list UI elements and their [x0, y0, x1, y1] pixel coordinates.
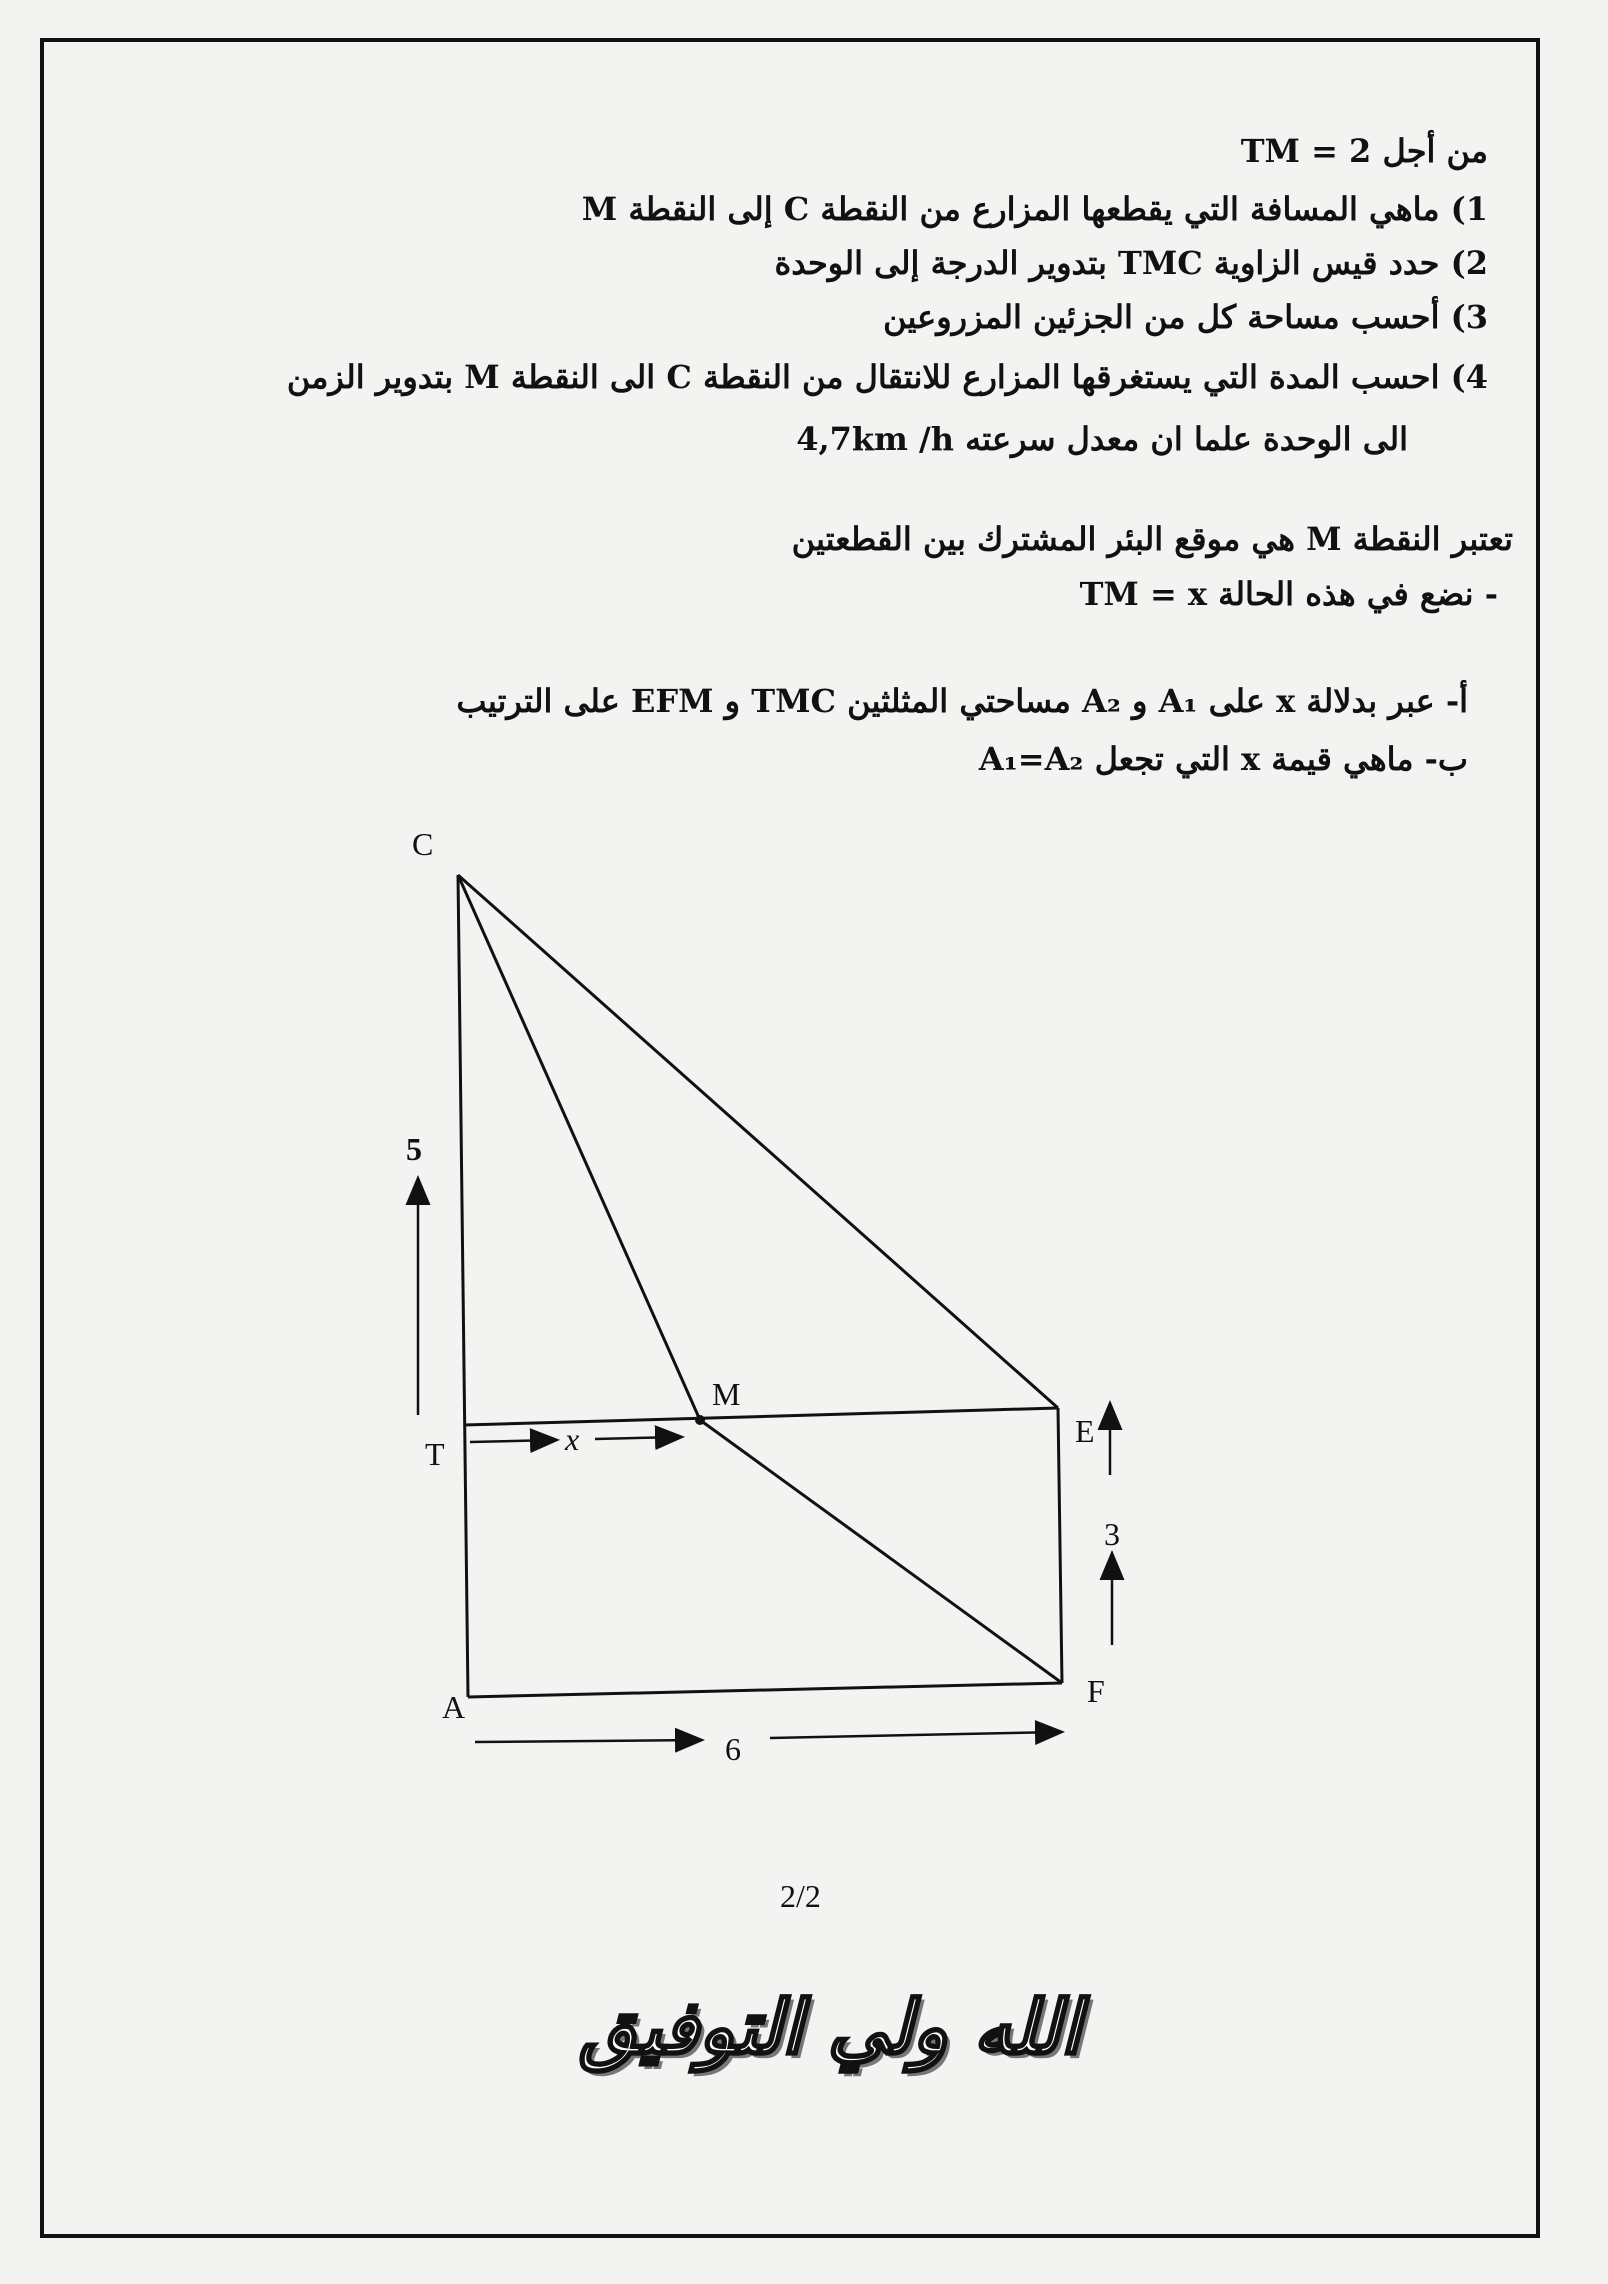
question-3-number: 3) — [1450, 298, 1488, 336]
question-4-number: 4) — [1450, 358, 1488, 396]
closing-phrase: الله ولي التوفيق — [579, 1985, 1081, 2071]
label-A: A — [442, 1689, 466, 1725]
dim-EF: 3 — [1104, 1516, 1120, 1552]
case-assumption: - نضع في هذه الحالة TM = x — [1079, 575, 1498, 613]
question-2-text: حدد قيس الزاوية TMC بتدوير الدرجة إلى الوحدة — [774, 244, 1440, 282]
segment-AF — [468, 1683, 1062, 1697]
label-C: C — [412, 826, 434, 862]
segment-TE — [464, 1408, 1058, 1425]
question-2-number: 2) — [1450, 244, 1488, 282]
arrow-TM-dimension-2 — [595, 1437, 680, 1439]
subquestion-b-label: ب- — [1424, 740, 1468, 778]
condition-line: من أجل TM = 2 — [1240, 132, 1488, 170]
segment-EF — [1058, 1408, 1062, 1683]
question-4-continuation: الى الوحدة علما ان معدل سرعته 4,7km /h — [796, 420, 1408, 458]
subquestion-a-label: أ- — [1445, 682, 1468, 720]
point-M-dot — [695, 1415, 705, 1425]
case-intro: تعتبر النقطة M هي موقع البئر المشترك بين القطعتين — [791, 520, 1513, 558]
dim-AF: 6 — [725, 1731, 741, 1767]
segment-CM — [458, 875, 700, 1420]
segment-CE — [458, 875, 1058, 1408]
dim-TC: 5 — [406, 1131, 422, 1167]
question-4-text: احسب المدة التي يستغرقها المزارع للانتقال من النقطة C الى النقطة M بتدوير الزمن — [286, 358, 1440, 396]
subquestion-a-text: عبر بدلالة x على A₁ و A₂ مساحتي المثلثين TMC و EFM على الترتيب — [456, 682, 1435, 720]
label-F: F — [1087, 1673, 1105, 1709]
label-E: E — [1075, 1413, 1095, 1449]
question-1-text: ماهي المسافة التي يقطعها المزارع من النقطة C إلى النقطة M — [581, 190, 1440, 228]
segment-CA — [458, 875, 468, 1697]
dim-TM: x — [565, 1421, 580, 1457]
question-1-number: 1) — [1450, 190, 1488, 228]
arrow-AF-dimension-1 — [475, 1740, 700, 1742]
page-number: 2/2 — [780, 1878, 821, 1914]
arrow-TM-dimension-1 — [470, 1440, 555, 1442]
label-T: T — [425, 1436, 445, 1472]
arrow-AF-dimension-2 — [770, 1732, 1060, 1738]
segment-MF — [700, 1420, 1062, 1683]
subquestion-b-text: ماهي قيمة x التي تجعل A₁=A₂ — [978, 740, 1414, 778]
label-M: M — [712, 1376, 741, 1412]
question-3-text: أحسب مساحة كل من الجزئين المزروعين — [883, 298, 1440, 336]
